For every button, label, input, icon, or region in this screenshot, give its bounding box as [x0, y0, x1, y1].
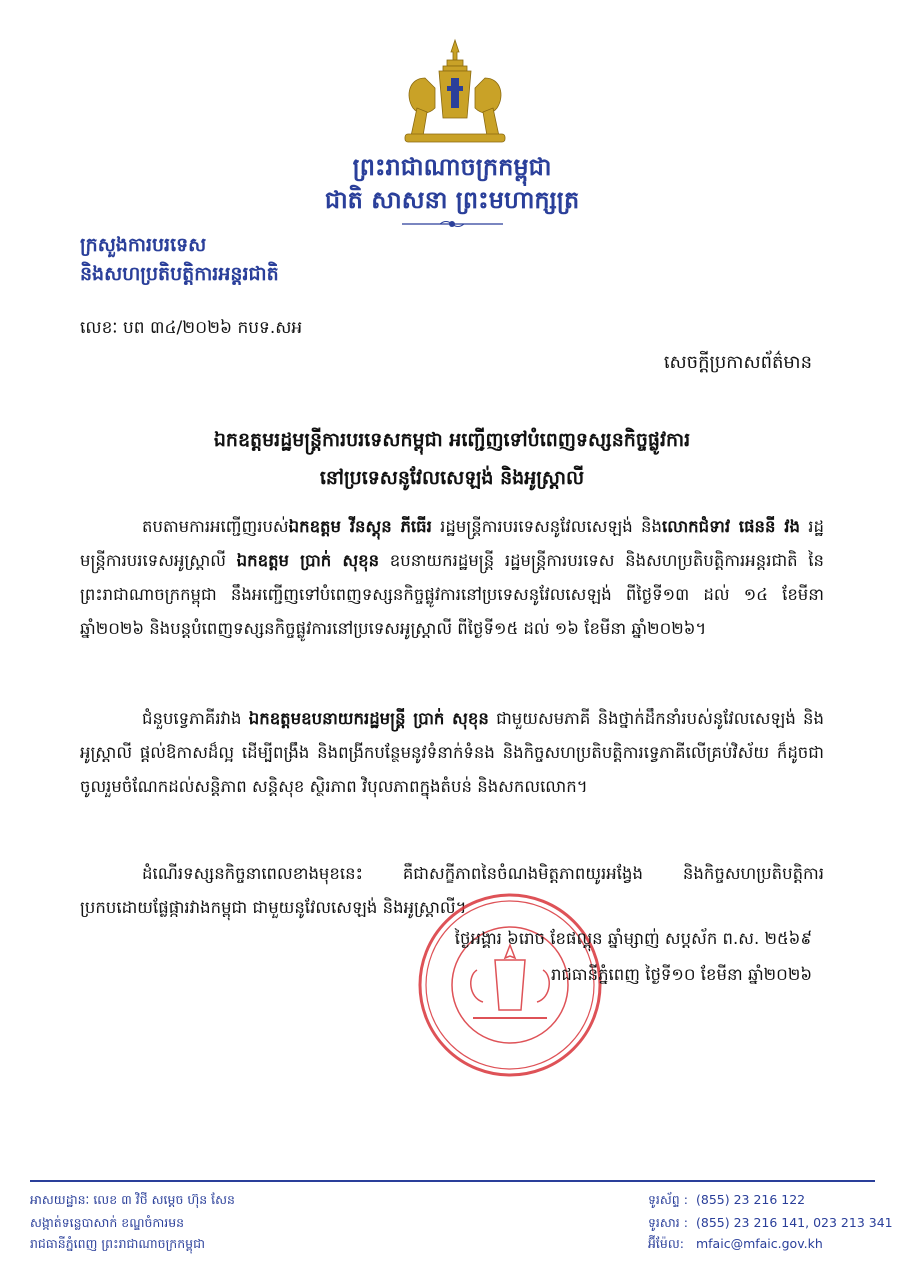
ornament-divider — [400, 218, 505, 230]
footer-email[interactable] — [648, 1236, 823, 1255]
footer-address-line2: សង្កាត់ទន្លេបាសាក់ ខណ្ឌចំការមន — [30, 1215, 185, 1230]
date-place: រាជធានីភ្នំពេញ ថ្ងៃទី១០ ខែមីនា ឆ្នាំ២០២៦ — [550, 965, 812, 984]
ministry-name: ក្រសួងការបរទេស — [80, 234, 207, 256]
body-paragraph-3: ដំណើរទស្សនកិច្ចនាពេលខាងមុខនេះ គឺជាសក្ខីភាពនៃចំណងមិត្តភាពយូរអង្វែង និងកិច្ចសហប្រតិបត្តិការប្រកបដោយផ្លែផ្ការវាងកម្ពុជា ជាមួយនូវែលសេឡង់ និងអូស្ត្រាលី។ — [80, 864, 824, 917]
email-label: អ៊ីម៉ែល: — [648, 1236, 684, 1251]
body-paragraph-2: ជំនួបទ្វេភាគីរវាង ឯកឧត្តមឧបនាយករដ្ឋមន្ត្រី ប្រាក់ សុខុន ជាមួយសមភាគី និងថ្នាក់ដឹកនាំរបស់នូវែលសេឡង់ និងអូស្ត្រាលី ផ្តល់ឱកាសដ៏ល្អ ដើម្បីពង្រឹង និងពង្រីកបន្ថែមនូវទំនាក់ទំនង និងកិច្ចសហប្រតិបត្តិការទ្វេភាគីលើគ្រប់វិស័យ ក៏ដូចជាចូលរួមចំណែកដល់សន្តិភាព សន្តិសុខ ស្ថិរភាព វិបុលភាពក្នុងតំបន់ និងសកលលោក។ — [80, 709, 825, 796]
footer-divider — [30, 1180, 875, 1182]
document-title-cont: នៅប្រទេសនូវែលសេឡង់ និងអូស្ត្រាលី — [319, 467, 585, 489]
email-link[interactable]: mfaic@mfaic.gov.kh — [695, 1236, 823, 1251]
footer-fax: ទូរសារ : (855) 23 216 141, 023 213 341 — [648, 1215, 893, 1234]
date-lunar: ថ្ងៃអង្គារ ៦រោច ខែផល្គុន ឆ្នាំម្សាញ់ សប្តស័ក ព.ស. ២៥៦៩ — [454, 929, 812, 948]
royal-emblem-icon — [395, 38, 515, 148]
phone-label: ទូរស័ព្ទ : — [648, 1192, 688, 1207]
address-label: អាសយដ្ឋានៈ — [30, 1192, 90, 1207]
fax-label: ទូរសារ : — [648, 1215, 688, 1230]
document-type: សេចក្តីប្រកាសព័ត៌មាន — [663, 352, 812, 373]
footer-address-line3: រាជធានីភ្នំពេញ ព្រះរាជាណាចក្រកម្ពុជា — [30, 1236, 205, 1251]
national-motto: ជាតិ សាសនា ព្រះមហាក្សត្រ — [324, 186, 580, 214]
footer-phone: ទូរស័ព្ទ : (855) 23 216 122 — [648, 1192, 805, 1211]
reference-number: លេខៈ បព ៣៤/២០២៦ កបទ.សអ — [80, 318, 303, 338]
document-title: ឯកឧត្តមរដ្ឋមន្ត្រីការបរទេសកម្ពុជា អញ្ជើញទៅបំពេញទស្សនកិច្ចផ្លូវការ — [213, 429, 691, 451]
body-paragraph-1: តបតាមការអញ្ជើញរបស់ឯកឧត្តម វីនស្តុន ភីធើរ រដ្ឋមន្ត្រីការបរទេសនូវែលសេឡង់ និងលោកជំទាវ ផេននី វង រដ្ឋមន្ត្រីការបរទេសអូស្ត្រាលី ឯកឧត្តម ប្រាក់ សុខុន ឧបនាយករដ្ឋមន្ត្រី រដ្ឋមន្ត្រីការបរទេស និងសហប្រតិបត្តិការអន្តរជាតិ នៃព្រះរាជាណាចក្រកម្ពុជា នឹងអញ្ជើញទៅបំពេញទស្សនកិច្ចផ្លូវការនៅប្រទេសនូវែលសេឡង់ ពីថ្ងៃទី១៣ ដល់ ១៤ ខែមីនា ឆ្នាំ២០២៦ និងបន្តបំពេញទស្សនកិច្ចផ្លូវការនៅប្រទេសអូស្ត្រាលី ពីថ្ងៃទី១៥ ដល់ ១៦ ខែមីនា ឆ្នាំ២០២៦។ — [80, 517, 825, 638]
ministry-name-cont: និងសហប្រតិបត្តិការអន្តរជាតិ — [80, 263, 279, 285]
kingdom-name: ព្រះរាជាណាចក្រកម្ពុជា — [352, 153, 552, 181]
footer-address: អាសយដ្ឋានៈ លេខ ៣ វិថី សម្តេច ហ៊ុន សែន — [30, 1192, 235, 1211]
